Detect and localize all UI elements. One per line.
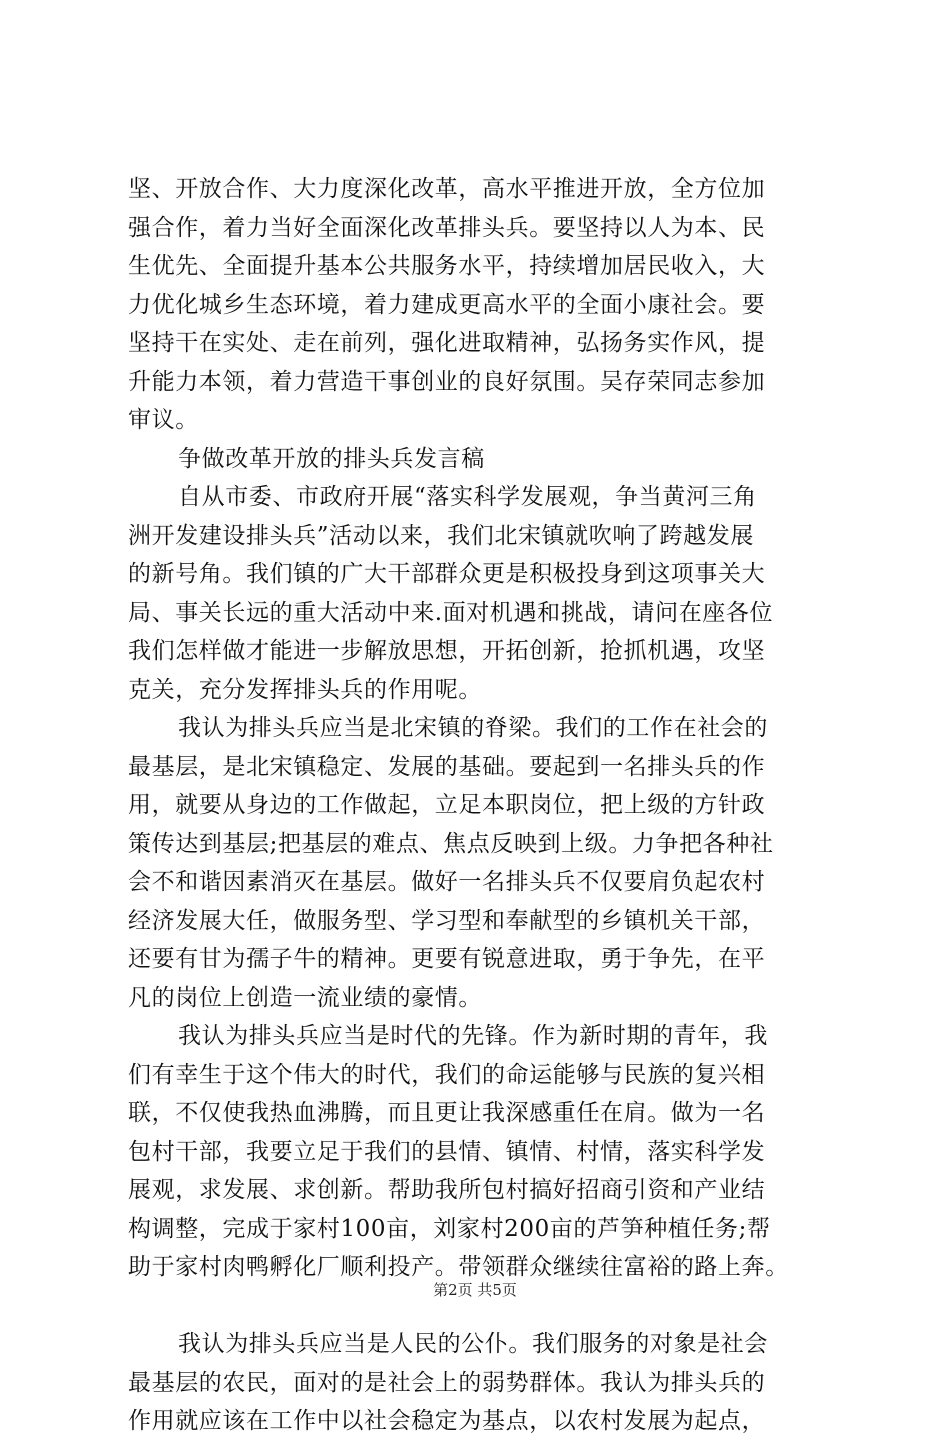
- text-line: 局、事关长远的重大活动中来.面对机遇和挑战，请问在座各位: [128, 599, 774, 626]
- text-line: 经济发展大任，做服务型、学习型和奉献型的乡镇机关干部，: [128, 907, 766, 934]
- text-line: 我认为排头兵应当是时代的先锋。作为新时期的青年，我: [178, 1023, 768, 1049]
- text-line: 争做改革开放的排头兵发言稿: [178, 445, 485, 472]
- text-line: 升能力本领，着力营造干事创业的良好氛围。吴存荣同志参加: [128, 368, 766, 395]
- paragraph: [128, 709, 828, 1017]
- text-line: 用，就要从身边的工作做起，立足本职岗位，把上级的方针政: [128, 792, 766, 818]
- paragraph: [128, 1017, 828, 1287]
- text-line: 克关，充分发挥排头兵的作用呢。: [128, 676, 482, 703]
- text-line: 会不和谐因素消灭在基层。做好一名排头兵不仅要肩负起农村: [128, 869, 766, 895]
- text-line: 联，不仅使我热血沸腾，而且更让我深感重任在肩。做为一名: [128, 1100, 766, 1126]
- text-line: 策传达到基层;把基层的难点、焦点反映到上级。力争把各种社: [128, 830, 774, 857]
- text-line: 我认为排头兵应当是北宋镇的脊梁。我们的工作在社会的: [178, 715, 768, 741]
- paragraph: [128, 170, 828, 440]
- text-line: 还要有甘为孺子牛的精神。更要有锐意进取，勇于争先，在平: [128, 946, 766, 972]
- text-line: 作用就应该在工作中以社会稳定为基点，以农村发展为起点，: [128, 1408, 766, 1434]
- text-line: 强合作，着力当好全面深化改革排头兵。要坚持以人为本、民: [128, 214, 766, 241]
- text-line: 凡的岗位上创造一流业绩的豪情。: [128, 984, 482, 1011]
- text-line: 的新号角。我们镇的广大干部群众更是积极投身到这项事关大: [128, 561, 766, 587]
- speech-title: [128, 440, 828, 479]
- text-line: 自从市委、市政府开展“落实科学发展观，争当黄河三角: [178, 484, 757, 510]
- text-line: 包村干部，我要立足于我们的县情、镇情、村情，落实科学发: [128, 1138, 766, 1165]
- paragraph: [128, 1325, 828, 1441]
- text-line: 展观，求发展、求创新。帮助我所包村搞好招商引资和产业结: [128, 1177, 766, 1203]
- text-line: 审议。: [128, 407, 199, 433]
- paragraph: [128, 478, 828, 709]
- text-line: 坚持干在实处、走在前列，强化进取精神，弘扬务实作风，提: [128, 330, 766, 356]
- document-body: [128, 170, 828, 1441]
- page-footer: 第2页 共5页: [433, 1281, 517, 1299]
- text-line: 构调整，完成于家村100亩，刘家村200亩的芦笋种植任务;帮: [128, 1215, 771, 1242]
- text-line: 们有幸生于这个伟大的时代，我们的命运能够与民族的复兴相: [128, 1061, 766, 1088]
- text-line: 力优化城乡生态环境，着力建成更高水平的全面小康社会。要: [128, 291, 766, 318]
- text-line: 生优先、全面提升基本公共服务水平，持续增加居民收入，大: [128, 253, 766, 279]
- text-line: 我认为排头兵应当是人民的公仆。我们服务的对象是社会: [178, 1331, 768, 1357]
- text-line: 助于家村肉鸭孵化厂顺利投产。带领群众继续往富裕的路上奔。: [128, 1254, 789, 1280]
- text-line: 最基层，是北宋镇稳定、发展的基础。要起到一名排头兵的作: [128, 753, 766, 780]
- text-line: 坚、开放合作、大力度深化改革，高水平推进开放，全方位加: [128, 176, 766, 202]
- text-line: 洲开发建设排头兵”活动以来，我们北宋镇就吹响了跨越发展: [128, 522, 754, 549]
- text-line: 我们怎样做才能进一步解放思想，开拓创新，抢抓机遇，攻坚: [128, 638, 766, 664]
- text-line: 最基层的农民，面对的是社会上的弱势群体。我认为排头兵的: [128, 1369, 766, 1396]
